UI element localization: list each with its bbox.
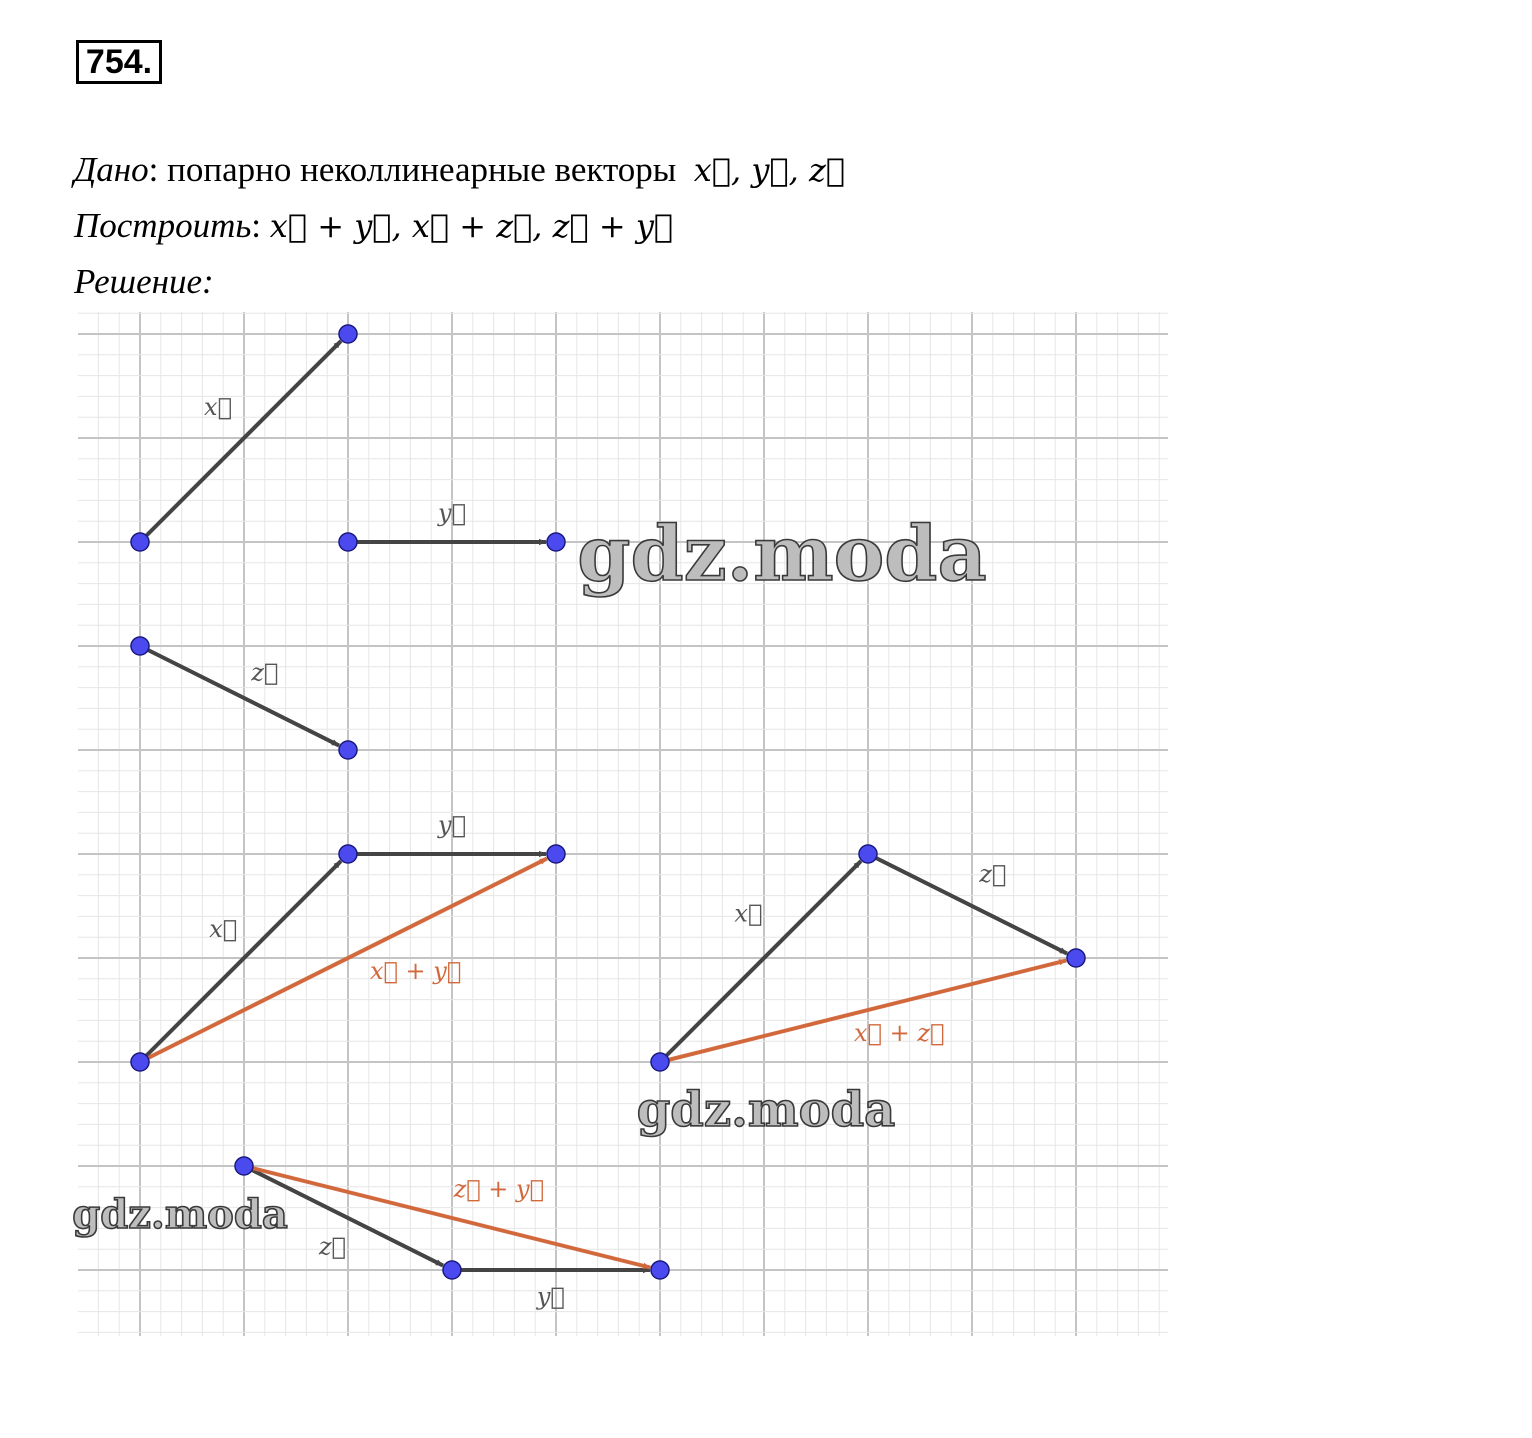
vector-x: [660, 861, 861, 1062]
vector-endpoint: [339, 741, 357, 759]
vector-endpoint: [235, 1157, 253, 1175]
vector-endpoint: [651, 1053, 669, 1071]
vector-endpoint: [859, 845, 877, 863]
label-z: z⃗: [251, 658, 279, 687]
vector-endpoint: [131, 533, 149, 551]
label-sum-x-plus-z: x⃗ + z⃗: [854, 1019, 945, 1048]
vector-endpoint: [443, 1261, 461, 1279]
graph-paper-grid: [78, 312, 1168, 1336]
build-text: :: [251, 206, 270, 245]
label-x: x⃗: [209, 915, 238, 944]
vectors-layer: [140, 341, 1067, 1270]
given-vectors: x⃗, y⃗, z⃗: [693, 151, 846, 189]
points-layer: [131, 325, 1085, 1279]
label-sum-x-plus-y: x⃗ + y⃗: [369, 956, 462, 985]
watermark-text: gdz.moda: [636, 1082, 896, 1138]
vector-x: [140, 341, 341, 542]
vector-sum-z-plus-y: [244, 1166, 650, 1268]
vector-endpoint: [339, 533, 357, 551]
problem-number: 754.: [76, 40, 162, 84]
watermark-text: gdz.moda: [72, 1191, 288, 1238]
label-sum-z-plus-y: z⃗ + y⃗: [453, 1175, 544, 1204]
label-y: y⃗: [438, 499, 466, 528]
label-x: x⃗: [204, 393, 232, 422]
build-label: Построить: [74, 206, 252, 245]
vector-endpoint: [1067, 949, 1085, 967]
label-z: z⃗: [979, 860, 1007, 889]
vector-endpoint: [339, 845, 357, 863]
vector-endpoint: [651, 1261, 669, 1279]
vector-x: [140, 861, 341, 1062]
label-z: z⃗: [318, 1232, 346, 1261]
vector-z: [868, 854, 1067, 954]
vector-endpoint: [339, 325, 357, 343]
label-y: y⃗: [536, 1282, 565, 1311]
solution-label: Решение:: [74, 262, 214, 301]
label-y: y⃗: [438, 811, 466, 840]
vector-endpoint: [547, 533, 565, 551]
build-sums: x⃗ + y⃗, x⃗ + z⃗, z⃗ + y⃗: [269, 207, 674, 245]
vector-sum-x-plus-y: [140, 858, 547, 1062]
given-label: Дано: [74, 150, 149, 189]
vector-endpoint: [547, 845, 565, 863]
vector-endpoint: [131, 637, 149, 655]
vector-z: [140, 646, 339, 746]
vector-endpoint: [131, 1053, 149, 1071]
label-x: x⃗: [734, 899, 763, 928]
watermark-text: gdz.moda: [577, 509, 987, 598]
given-text: : попарно неколлинеарные векторы: [148, 150, 694, 189]
